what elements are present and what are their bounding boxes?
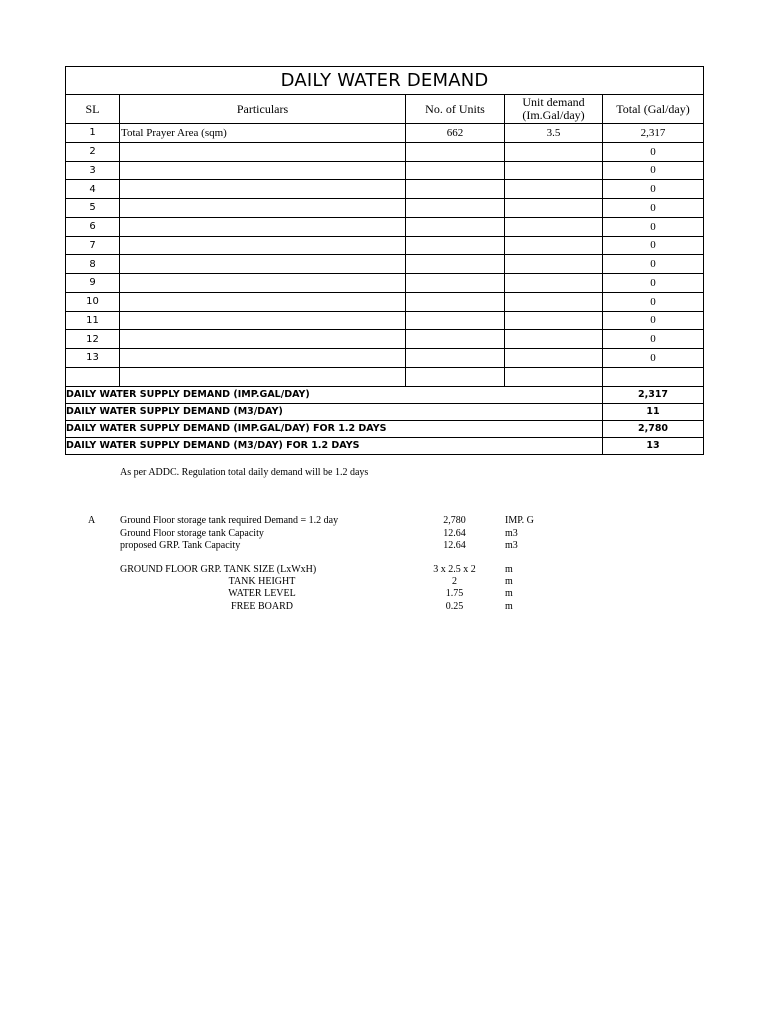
section-line-value: 12.64 bbox=[443, 540, 466, 551]
row-unit-demand[interactable] bbox=[505, 199, 603, 218]
row-sl[interactable]: 5 bbox=[66, 199, 120, 218]
summary-value[interactable]: 2,317 bbox=[603, 386, 704, 403]
row-total[interactable]: 0 bbox=[603, 180, 704, 199]
row-particulars[interactable] bbox=[120, 311, 406, 330]
empty-cell[interactable] bbox=[603, 367, 704, 386]
row-sl[interactable]: 4 bbox=[66, 180, 120, 199]
row-particulars[interactable] bbox=[120, 292, 406, 311]
daily-water-demand-table bbox=[65, 66, 704, 455]
row-sl[interactable]: 2 bbox=[66, 142, 120, 161]
section-line-label: Ground Floor storage tank Capacity bbox=[120, 527, 264, 539]
summary-label: DAILY WATER SUPPLY DEMAND (M3/DAY) FOR 1.2 DAYS bbox=[66, 437, 603, 454]
row-sl[interactable]: 12 bbox=[66, 330, 120, 349]
row-units[interactable] bbox=[406, 142, 505, 161]
row-units[interactable] bbox=[406, 161, 505, 180]
row-unit-demand[interactable]: 3.5 bbox=[505, 124, 603, 143]
summary-label: DAILY WATER SUPPLY DEMAND (IMP.GAL/DAY) bbox=[66, 386, 603, 403]
row-units[interactable] bbox=[406, 292, 505, 311]
section-line-unit: m bbox=[505, 563, 513, 575]
row-total[interactable]: 0 bbox=[603, 161, 704, 180]
table-row bbox=[66, 124, 704, 143]
row-total[interactable]: 0 bbox=[603, 311, 704, 330]
row-particulars[interactable] bbox=[120, 255, 406, 274]
row-particulars[interactable] bbox=[120, 199, 406, 218]
header-units: No. of Units bbox=[406, 95, 505, 124]
row-total[interactable]: 0 bbox=[603, 255, 704, 274]
header-particulars: Particulars bbox=[120, 95, 406, 124]
section-line-value: 1.75 bbox=[445, 588, 464, 599]
table-row-blank bbox=[66, 367, 704, 386]
row-sl[interactable]: 7 bbox=[66, 236, 120, 255]
empty-cell[interactable] bbox=[505, 367, 603, 386]
section-letter: A bbox=[88, 515, 96, 526]
section-line-label: GROUND FLOOR GRP. TANK SIZE (LxWxH) bbox=[120, 563, 317, 575]
section-line-unit: m bbox=[505, 576, 513, 587]
row-unit-demand[interactable] bbox=[505, 217, 603, 236]
summary-row bbox=[66, 403, 704, 420]
row-units[interactable]: 662 bbox=[406, 124, 505, 143]
row-units[interactable] bbox=[406, 311, 505, 330]
row-units[interactable] bbox=[406, 217, 505, 236]
section-line-unit: m bbox=[505, 588, 513, 599]
row-sl[interactable]: 3 bbox=[66, 161, 120, 180]
section-line-value: 2,780 bbox=[443, 515, 466, 526]
summary-row bbox=[66, 437, 704, 454]
section-line-label: proposed GRP. Tank Capacity bbox=[120, 540, 241, 551]
row-sl[interactable]: 11 bbox=[66, 311, 120, 330]
row-particulars[interactable]: Total Prayer Area (sqm) bbox=[120, 124, 406, 143]
regulation-note: As per ADDC. Regulation total daily demand will be 1.2 days bbox=[120, 467, 369, 478]
row-unit-demand[interactable] bbox=[505, 161, 603, 180]
row-units[interactable] bbox=[406, 236, 505, 255]
table-row bbox=[66, 349, 704, 368]
table-row bbox=[66, 236, 704, 255]
row-sl[interactable]: 1 bbox=[66, 124, 120, 143]
row-units[interactable] bbox=[406, 199, 505, 218]
section-line-value: 3 x 2.5 x 2 bbox=[433, 563, 476, 575]
row-particulars[interactable] bbox=[120, 180, 406, 199]
section-line-label: FREE BOARD bbox=[231, 600, 293, 612]
row-unit-demand[interactable] bbox=[505, 292, 603, 311]
row-unit-demand[interactable] bbox=[505, 330, 603, 349]
row-units[interactable] bbox=[406, 180, 505, 199]
summary-label: DAILY WATER SUPPLY DEMAND (IMP.GAL/DAY) FOR 1.2 DAYS bbox=[66, 420, 603, 437]
row-unit-demand[interactable] bbox=[505, 236, 603, 255]
empty-cell[interactable] bbox=[120, 367, 406, 386]
header-sl: SL bbox=[66, 95, 120, 124]
row-total[interactable]: 0 bbox=[603, 217, 704, 236]
row-sl[interactable]: 10 bbox=[66, 292, 120, 311]
header-row bbox=[66, 95, 704, 124]
table-row bbox=[66, 255, 704, 274]
row-units[interactable] bbox=[406, 330, 505, 349]
row-unit-demand[interactable] bbox=[505, 255, 603, 274]
empty-cell[interactable] bbox=[66, 367, 120, 386]
table-row bbox=[66, 330, 704, 349]
summary-row bbox=[66, 386, 704, 403]
section-line-value: 0.25 bbox=[445, 600, 464, 612]
row-total[interactable]: 0 bbox=[603, 292, 704, 311]
section-line-unit: m3 bbox=[505, 540, 518, 551]
row-sl[interactable]: 13 bbox=[66, 349, 120, 368]
summary-label: DAILY WATER SUPPLY DEMAND (M3/DAY) bbox=[66, 403, 603, 420]
section-line-unit: m3 bbox=[505, 527, 518, 539]
row-total[interactable]: 0 bbox=[603, 349, 704, 368]
row-sl[interactable]: 9 bbox=[66, 274, 120, 293]
row-particulars[interactable] bbox=[120, 274, 406, 293]
row-total[interactable]: 0 bbox=[603, 236, 704, 255]
section-line-value: 2 bbox=[452, 576, 457, 587]
section-line-value: 12.64 bbox=[443, 527, 466, 539]
row-total[interactable]: 0 bbox=[603, 199, 704, 218]
row-particulars[interactable] bbox=[120, 217, 406, 236]
summary-row bbox=[66, 420, 704, 437]
row-particulars[interactable] bbox=[120, 349, 406, 368]
row-total[interactable]: 2,317 bbox=[603, 124, 704, 143]
row-total[interactable]: 0 bbox=[603, 142, 704, 161]
section-line-label: Ground Floor storage tank required Demand = 1.2 day bbox=[120, 515, 339, 526]
row-unit-demand[interactable] bbox=[505, 274, 603, 293]
table-title: DAILY WATER DEMAND bbox=[66, 67, 704, 95]
row-units[interactable] bbox=[406, 255, 505, 274]
table-row bbox=[66, 217, 704, 236]
table-row bbox=[66, 274, 704, 293]
summary-value[interactable]: 11 bbox=[603, 403, 704, 420]
header-total: Total (Gal/day) bbox=[603, 95, 704, 124]
row-unit-demand[interactable] bbox=[505, 349, 603, 368]
row-total[interactable]: 0 bbox=[603, 330, 704, 349]
table-row bbox=[66, 180, 704, 199]
row-total[interactable]: 0 bbox=[603, 274, 704, 293]
row-sl[interactable]: 8 bbox=[66, 255, 120, 274]
row-particulars[interactable] bbox=[120, 236, 406, 255]
row-unit-demand[interactable] bbox=[505, 311, 603, 330]
row-units[interactable] bbox=[406, 349, 505, 368]
row-units[interactable] bbox=[406, 274, 505, 293]
table-row bbox=[66, 142, 704, 161]
row-particulars[interactable] bbox=[120, 142, 406, 161]
section-line-unit: m bbox=[505, 600, 513, 612]
row-unit-demand[interactable] bbox=[505, 180, 603, 199]
table-row bbox=[66, 292, 704, 311]
section-line-label: WATER LEVEL bbox=[228, 588, 296, 599]
table-row bbox=[66, 311, 704, 330]
row-unit-demand[interactable] bbox=[505, 142, 603, 161]
table-row bbox=[66, 199, 704, 218]
summary-value[interactable]: 2,780 bbox=[603, 420, 704, 437]
section-line-unit: IMP. G bbox=[505, 515, 534, 526]
summary-value[interactable]: 13 bbox=[603, 437, 704, 454]
section-line-label: TANK HEIGHT bbox=[228, 576, 296, 587]
row-sl[interactable]: 6 bbox=[66, 217, 120, 236]
row-particulars[interactable] bbox=[120, 161, 406, 180]
row-particulars[interactable] bbox=[120, 330, 406, 349]
header-unit-demand: Unit demand (Im.Gal/day) bbox=[505, 95, 603, 124]
table-row bbox=[66, 161, 704, 180]
empty-cell[interactable] bbox=[406, 367, 505, 386]
